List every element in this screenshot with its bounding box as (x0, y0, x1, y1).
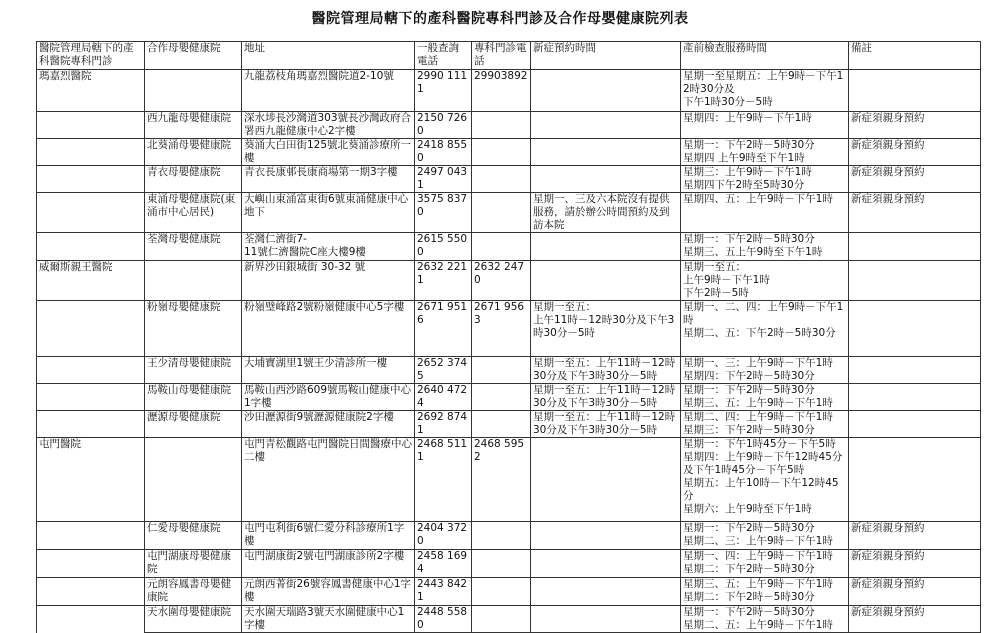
col-header-hospital: 醫院管理局轄下的產科醫院專科門診 (37, 42, 145, 70)
table-row (37, 606, 981, 633)
address-cell: 葵涌大白田街125號北葵涌診療所一樓 (242, 139, 415, 166)
col-header-tel: 一般查詢電話 (415, 42, 472, 70)
table-row (37, 139, 981, 166)
tel-cell: 2443 8421 (415, 578, 472, 606)
table-row (37, 233, 981, 261)
hospital-cell (37, 233, 145, 261)
new-case-cell (531, 550, 681, 578)
col-header-remark: 備註 (849, 42, 981, 70)
sopd-tel-cell (472, 357, 531, 384)
sopd-tel-cell (472, 112, 531, 139)
sopd-tel-cell (472, 550, 531, 578)
address-cell: 天水圍天瑞路3號天水圍健康中心1字樓 (242, 606, 415, 633)
address-cell: 粉嶺璧峰路2號粉嶺健康中心5字樓 (242, 301, 415, 357)
mchc-cell: 粉嶺母嬰健康院 (145, 301, 242, 357)
new-case-cell (531, 261, 681, 301)
service-cell: 星期一至星期五：上午9時－下午12時30分及 下午1時30分－5時 (681, 70, 849, 112)
hospital-cell (37, 578, 145, 606)
sopd-tel-cell (472, 139, 531, 166)
hospital-cell (37, 193, 145, 233)
table-row (37, 112, 981, 139)
tel-cell: 3575 8370 (415, 193, 472, 233)
mchc-cell: 北葵涌母嬰健康院 (145, 139, 242, 166)
mchc-cell: 元朗容鳳書母嬰健康院 (145, 578, 242, 606)
new-case-cell (531, 112, 681, 139)
hospital-cell (37, 384, 145, 411)
mchc-cell: 荃灣母嬰健康院 (145, 233, 242, 261)
hospital-cell: 屯門醫院 (37, 438, 145, 522)
mchc-cell: 王少清母嬰健康院 (145, 357, 242, 384)
hospital-cell (37, 522, 145, 550)
address-cell: 青衣長康邨長康商場第一期3字樓 (242, 166, 415, 193)
hospital-cell (37, 139, 145, 166)
service-cell: 星期三：上午9時－下午1時 星期四下午2時至5時30分 (681, 166, 849, 193)
new-case-cell: 星期一至五：上午11時－12時30分及下午3時30分－5時 (531, 384, 681, 411)
tel-cell: 2632 2211 (415, 261, 472, 301)
hospital-cell: 瑪嘉烈醫院 (37, 70, 145, 112)
table-row (37, 70, 981, 112)
tel-cell: 2615 5500 (415, 233, 472, 261)
remark-cell: 新症須親身預約 (849, 139, 981, 166)
sopd-tel-cell: 2671 9563 (472, 301, 531, 357)
remark-cell: 新症須親身預約 (849, 550, 981, 578)
tel-cell: 2692 8741 (415, 411, 472, 438)
address-cell: 屯門青松觀路屯門醫院日間醫療中心二樓 (242, 438, 415, 522)
mchc-cell (145, 70, 242, 112)
service-cell: 星期一：下午2時－5時30分 星期二、五：上午9時－下午1時 (681, 606, 849, 633)
service-cell: 星期一：下午2時－5時30分 星期三、五：上午9時－下午1時 (681, 384, 849, 411)
header-row (37, 42, 981, 70)
sopd-tel-cell (472, 166, 531, 193)
mchc-cell: 東涌母嬰健康院(東涌市中心居民) (145, 193, 242, 233)
remark-cell: 新症須親身預約 (849, 112, 981, 139)
address-cell: 大埔寶湖里1號王少清診所一樓 (242, 357, 415, 384)
table-row (37, 384, 981, 411)
address-cell: 深水埗長沙灣道303號長沙灣政府合署西九龍健康中心2字樓 (242, 112, 415, 139)
tel-cell: 2418 8550 (415, 139, 472, 166)
address-cell: 新界沙田銀城街 30-32 號 (242, 261, 415, 301)
service-cell: 星期三、五：上午9時－下午1時 星期二：下午2時－5時30分 (681, 578, 849, 606)
mchc-cell (145, 438, 242, 522)
hospital-cell: 威爾斯親王醫院 (37, 261, 145, 301)
hospital-cell (37, 606, 145, 633)
hospital-cell (37, 112, 145, 139)
service-cell: 星期一：下午2時－5時30分 星期二、三：上午9時－下午1時 (681, 522, 849, 550)
remark-cell (849, 70, 981, 112)
sopd-tel-cell (472, 411, 531, 438)
new-case-cell: 星期一、三及六本院沒有提供服務，請於辦公時間預約及到訪本院 (531, 193, 681, 233)
service-cell: 星期一：下午2時－5時30分 星期四 上午9時至下午1時 (681, 139, 849, 166)
tel-cell: 2497 0431 (415, 166, 472, 193)
new-case-cell: 星期一至五：上午11時－12時30分及下午3時30分－5時 (531, 357, 681, 384)
remark-cell (849, 438, 981, 522)
address-cell: 元朗西菁街26號容鳳書健康中心1字樓 (242, 578, 415, 606)
hospital-cell (37, 301, 145, 357)
hospital-cell (37, 357, 145, 384)
tel-cell: 2150 7260 (415, 112, 472, 139)
remark-cell (849, 384, 981, 411)
service-cell: 星期四、五：上午9時－下午1時 (681, 193, 849, 233)
mchc-cell: 仁愛母嬰健康院 (145, 522, 242, 550)
remark-cell: 新症須親身預約 (849, 166, 981, 193)
new-case-cell (531, 522, 681, 550)
table-row (37, 166, 981, 193)
remark-cell: 新症須親身預約 (849, 606, 981, 633)
hospital-cell (37, 550, 145, 578)
tel-cell: 2458 1694 (415, 550, 472, 578)
mchc-cell (145, 261, 242, 301)
sopd-tel-cell: 2632 2470 (472, 261, 531, 301)
remark-cell: 新症須親身預約 (849, 522, 981, 550)
sopd-tel-cell: 29903892 (472, 70, 531, 112)
table-row (37, 261, 981, 301)
remark-cell (849, 261, 981, 301)
address-cell: 九龍荔枝角瑪嘉烈醫院道2-10號 (242, 70, 415, 112)
col-header-mchc: 合作母嬰健康院 (145, 42, 242, 70)
tel-cell: 2990 1111 (415, 70, 472, 112)
new-case-cell: 星期一至五：上午11時－12時30分及下午3時30分－5時 (531, 411, 681, 438)
new-case-cell (531, 438, 681, 522)
new-case-cell: 星期一至五： 上午11時－12時30分及下午3時30分－5時 (531, 301, 681, 357)
table-row (37, 301, 981, 357)
tel-cell: 2671 9516 (415, 301, 472, 357)
tel-cell: 2468 5111 (415, 438, 472, 522)
service-cell: 星期一、三：上午9時－下午1時 星期四：下午2時－5時30分 (681, 357, 849, 384)
col-header-new-case: 新症預約時間 (531, 42, 681, 70)
col-header-address: 地址 (242, 42, 415, 70)
col-header-sopd-tel: 專科門診電話 (472, 42, 531, 70)
service-cell: 星期一、二、四：上午9時－下午1時 星期二、五：下午2時－5時30分 (681, 301, 849, 357)
sopd-tel-cell: 2468 5952 (472, 438, 531, 522)
table-row (37, 578, 981, 606)
table-row (37, 193, 981, 233)
remark-cell (849, 301, 981, 357)
remark-cell (849, 357, 981, 384)
address-cell: 屯門屯利街6號仁愛分科診療所1字樓 (242, 522, 415, 550)
remark-cell: 新症須親身預約 (849, 193, 981, 233)
new-case-cell (531, 139, 681, 166)
tel-cell: 2404 3720 (415, 522, 472, 550)
mchc-cell: 西九龍母嬰健康院 (145, 112, 242, 139)
sopd-tel-cell (472, 522, 531, 550)
remark-cell (849, 411, 981, 438)
sopd-tel-cell (472, 606, 531, 633)
sopd-tel-cell (472, 233, 531, 261)
service-cell: 星期一：下午2時－5時30分 星期三、五上午9時至下午1時 (681, 233, 849, 261)
hospital-cell (37, 166, 145, 193)
remark-cell (849, 233, 981, 261)
mchc-cell: 馬鞍山母嬰健康院 (145, 384, 242, 411)
tel-cell: 2448 5580 (415, 606, 472, 633)
address-cell: 馬鞍山西沙路609號馬鞍山健康中心1字樓 (242, 384, 415, 411)
table-row (37, 522, 981, 550)
mchc-cell: 瀝源母嬰健康院 (145, 411, 242, 438)
sopd-tel-cell (472, 384, 531, 411)
table-body (37, 70, 981, 633)
tel-cell: 2640 4724 (415, 384, 472, 411)
address-cell: 荃灣仁濟街7- 11號仁濟醫院C座大樓9樓 (242, 233, 415, 261)
service-cell: 星期一：下午1時45分－下午5時 星期四：上午9時－下午12時45分及下午1時45分－下午5時 星期五：上午10時－下午12時45分 星期六：上午9時至下午1時 (681, 438, 849, 522)
remark-cell: 新症須親身預約 (849, 578, 981, 606)
service-cell: 星期四：上午9時－下午1時 (681, 112, 849, 139)
table-row (37, 438, 981, 522)
service-cell: 星期一至五： 上午9時－下午1時 下午2時－5時 (681, 261, 849, 301)
mchc-cell: 青衣母嬰健康院 (145, 166, 242, 193)
table-row (37, 357, 981, 384)
address-cell: 沙田瀝源街9號瀝源健康院2字樓 (242, 411, 415, 438)
col-header-service: 產前檢查服務時間 (681, 42, 849, 70)
new-case-cell (531, 233, 681, 261)
new-case-cell (531, 70, 681, 112)
mchc-cell: 屯門湖康母嬰健康院 (145, 550, 242, 578)
hospital-cell (37, 411, 145, 438)
address-cell: 屯門湖康街2號屯門湖康診所2字樓 (242, 550, 415, 578)
table-row (37, 550, 981, 578)
new-case-cell (531, 166, 681, 193)
new-case-cell (531, 606, 681, 633)
sopd-tel-cell (472, 193, 531, 233)
tel-cell: 2652 3745 (415, 357, 472, 384)
service-cell: 星期一、四：上午9時－下午1時 星期二：下午2時－5時30分 (681, 550, 849, 578)
clinic-table (36, 41, 981, 633)
mchc-cell: 天水圍母嬰健康院 (145, 606, 242, 633)
new-case-cell (531, 578, 681, 606)
service-cell: 星期二、四：上午9時－下午1時 星期三：下午2時－5時30分 (681, 411, 849, 438)
page-title: 醫院管理局轄下的產科醫院專科門診及合作母嬰健康院列表 (311, 11, 689, 27)
sopd-tel-cell (472, 578, 531, 606)
table-row (37, 411, 981, 438)
address-cell: 大嶼山東涌富東街6號東涌健康中心地下 (242, 193, 415, 233)
